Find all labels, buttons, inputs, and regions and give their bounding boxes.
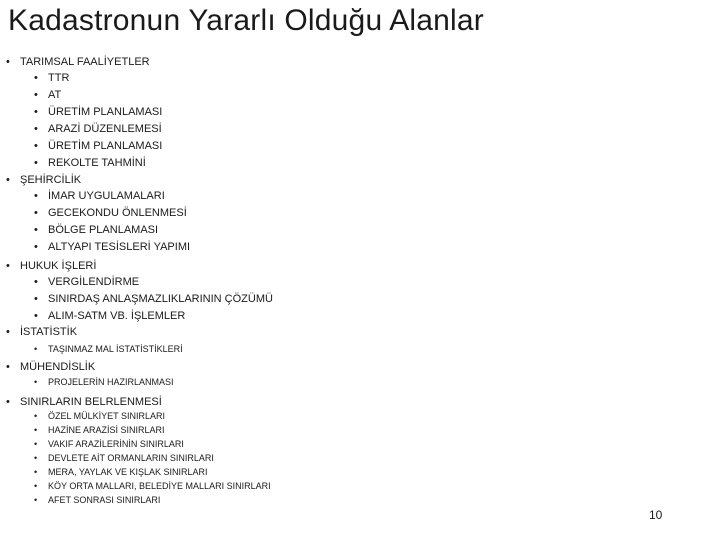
list-item-text: KÖY ORTA MALLARI, BELEDİYE MALLARI SINIRLARI xyxy=(48,481,271,491)
bullet-icon: • xyxy=(34,123,38,135)
bullet-icon: • xyxy=(34,377,38,387)
bullet-icon: • xyxy=(34,439,38,449)
list-item-text: İMAR UYGULAMALARI xyxy=(48,190,165,202)
bullet-icon: • xyxy=(34,344,38,354)
list-item-text: DEVLETE AİT ORMANLARIN SINIRLARI xyxy=(48,453,214,463)
list-item-text: ÜRETİM PLANLAMASI xyxy=(48,140,163,152)
list-item-text: HAZİNE ARAZİSİ SINIRLARI xyxy=(48,425,165,435)
bullet-icon: • xyxy=(34,467,38,477)
section-heading-text: TARIMSAL FAALİYETLER xyxy=(20,56,150,68)
list-item-text: ALIM-SATM VB. İŞLEMLER xyxy=(48,310,186,322)
list-item-text: ALTYAPI TESİSLERİ YAPIMI xyxy=(48,241,191,253)
list-item-text: MERA, YAYLAK VE KIŞLAK SINIRLARI xyxy=(48,467,208,477)
bullet-icon: • xyxy=(34,481,38,491)
section-heading-text: HUKUK İŞLERİ xyxy=(20,260,97,272)
list-item-text: BÖLGE PLANLAMASI xyxy=(48,224,159,236)
section-heading-text: İSTATİSTİK xyxy=(20,326,78,338)
list-item-text: REKOLTE TAHMİNİ xyxy=(48,157,146,169)
page-number: 10 xyxy=(649,508,663,522)
bullet-icon: • xyxy=(34,453,38,463)
bullet-icon: • xyxy=(34,89,38,101)
list-item-text: SINIRDAŞ ANLAŞMAZLIKLARININ ÇÖZÜMÜ xyxy=(48,293,273,305)
list-item-text: ARAZİ DÜZENLEMESİ xyxy=(48,123,162,135)
list-item-text: GECEKONDU ÖNLENMESİ xyxy=(48,207,187,219)
list-item-text: AT xyxy=(48,89,62,101)
bullet-icon: • xyxy=(34,276,38,288)
bullet-icon: • xyxy=(6,326,10,338)
bullet-icon: • xyxy=(6,260,10,272)
bullet-icon: • xyxy=(6,361,10,373)
bullet-icon: • xyxy=(34,157,38,169)
bullet-icon: • xyxy=(34,241,38,253)
bullet-icon: • xyxy=(34,106,38,118)
list-item-text: AFET SONRASI SINIRLARI xyxy=(48,495,161,505)
bullet-icon: • xyxy=(6,56,10,68)
bullet-icon: • xyxy=(34,72,38,84)
section-heading-text: MÜHENDİSLİK xyxy=(20,361,96,373)
bullet-icon: • xyxy=(34,190,38,202)
bullet-icon: • xyxy=(34,207,38,219)
bullet-icon: • xyxy=(34,411,38,421)
list-item-text: ÜRETİM PLANLAMASI xyxy=(48,106,163,118)
bullet-icon: • xyxy=(34,140,38,152)
section-heading-text: ŞEHİRCİLİK xyxy=(20,174,82,186)
bullet-icon: • xyxy=(34,293,38,305)
list-item-text: VAKIF ARAZİLERİNİN SINIRLARI xyxy=(48,439,184,449)
bullet-icon: • xyxy=(34,425,38,435)
list-item-text: PROJELERİN HAZIRLANMASI xyxy=(48,377,174,387)
list-item-text: TAŞINMAZ MAL İSTATİSTİKLERİ xyxy=(48,344,183,354)
section-heading-text: SINIRLARIN BELRLENMESİ xyxy=(20,396,162,408)
page-title: Kadastronun Yararlı Olduğu Alanlar xyxy=(8,4,484,37)
list-item-text: VERGİLENDİRME xyxy=(48,276,140,288)
list-item-text: TTR xyxy=(48,72,70,84)
bullet-icon: • xyxy=(34,224,38,236)
bullet-icon: • xyxy=(34,310,38,322)
list-item-text: ÖZEL MÜLKİYET SINIRLARI xyxy=(48,411,166,421)
bullet-icon: • xyxy=(34,495,38,505)
bullet-icon: • xyxy=(6,396,10,408)
bullet-icon: • xyxy=(6,174,10,186)
